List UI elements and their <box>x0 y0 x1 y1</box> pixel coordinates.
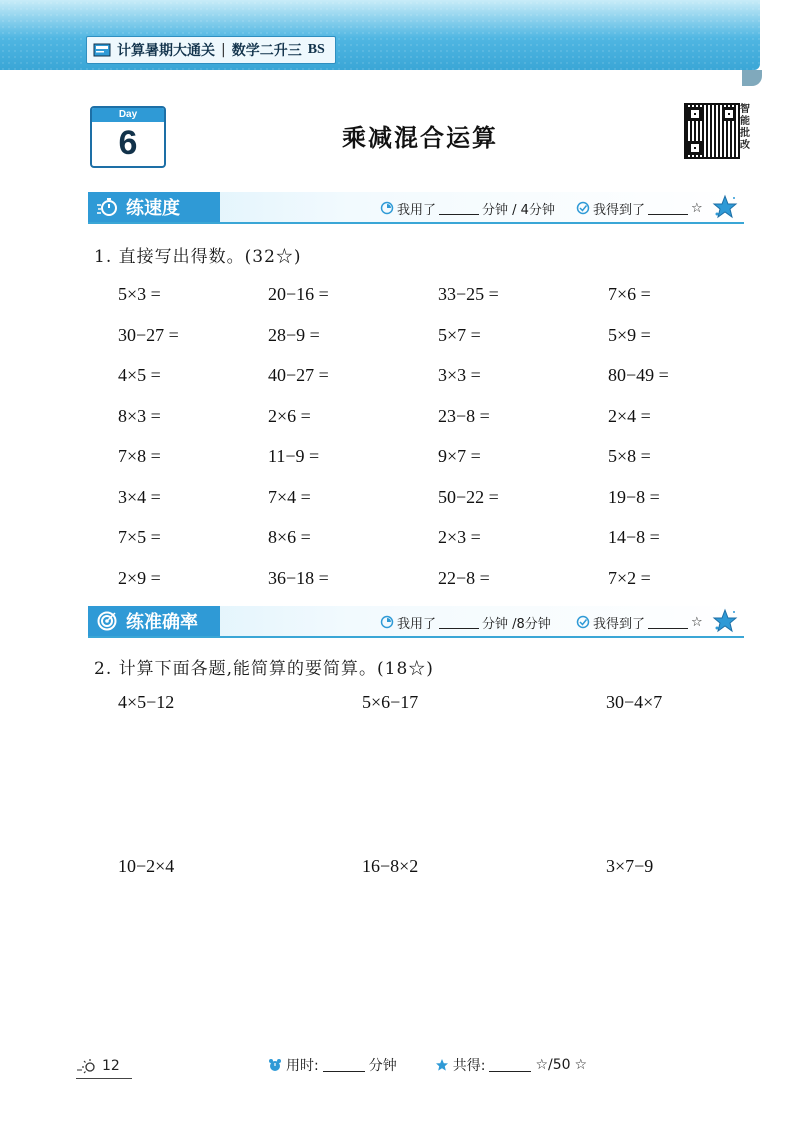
time-blank[interactable] <box>439 616 479 629</box>
page-curl <box>742 70 762 86</box>
page-title: 乘减混合运算 <box>342 124 498 152</box>
footer-total-blank[interactable] <box>489 1059 531 1072</box>
edition-label: BS <box>307 42 325 57</box>
q1-expression: 50−22 = <box>438 486 499 507</box>
section-accuracy-score <box>576 612 703 632</box>
q1-expression: 7×5 = <box>118 527 161 547</box>
footer-time-blank[interactable] <box>323 1059 365 1072</box>
q1-expression: 19−8 = <box>608 486 660 507</box>
time-blank[interactable] <box>439 202 479 215</box>
q1-expression: 7×8 = <box>118 446 161 466</box>
section-speed-bar <box>88 192 744 224</box>
day-number: 6 <box>118 124 138 162</box>
q1-expression: 8×3 = <box>118 405 161 426</box>
q1-expression: 7×2 = <box>608 567 651 588</box>
qr-finder <box>722 107 736 121</box>
section-speed-time <box>380 198 555 218</box>
book-icon <box>93 43 111 57</box>
star-decoration-icon <box>712 194 738 220</box>
footer-total-label: 共得: <box>452 1058 486 1074</box>
alarm-clock-icon <box>268 1058 282 1072</box>
q1-expression: 80−49 = <box>608 365 669 385</box>
page-number-block <box>76 1058 120 1074</box>
qr-finder <box>688 107 702 121</box>
q1-expression: 2×9 = <box>118 567 161 588</box>
q1-expression: 2×6 = <box>268 405 311 426</box>
target-icon <box>96 610 118 632</box>
q1-expression: 11−9 = <box>268 446 320 466</box>
q1-expression: 2×3 = <box>438 527 481 547</box>
time-prefix: 我用了 <box>397 202 437 218</box>
score-blank[interactable] <box>648 616 688 629</box>
section-accuracy-time <box>380 612 551 632</box>
subject-label: 数学二升三 <box>231 43 302 59</box>
section-accuracy-title: 练准确率 <box>126 612 198 633</box>
qr-finder <box>688 141 702 155</box>
score-suffix: ☆ <box>691 200 703 216</box>
qr-code[interactable] <box>684 103 740 159</box>
question-2: 2. 计算下面各题,能简算的要简算。(18☆) <box>94 659 434 679</box>
clock-icon <box>380 615 394 629</box>
q2-expression: 5×6−17 <box>362 692 419 712</box>
q1-expression: 5×9 = <box>608 324 651 345</box>
series-title: 计算暑期大通关 <box>117 43 215 59</box>
q1-expression: 36−18 = <box>268 567 329 588</box>
q2-expression: 4×5−12 <box>118 692 175 712</box>
footer-star: ☆ <box>574 1057 588 1073</box>
q1-expression: 20−16 = <box>268 284 329 304</box>
q1-expression: 8×6 = <box>268 527 311 547</box>
sun-icon <box>76 1058 98 1074</box>
day-label: Day <box>92 108 164 122</box>
time-prefix: 我用了 <box>397 616 437 632</box>
footer-summary <box>268 1055 587 1075</box>
q1-expression: 14−8 = <box>608 527 660 547</box>
clock-icon <box>380 201 394 215</box>
q1-expression: 30−27 = <box>118 324 179 345</box>
page-number: 12 <box>102 1058 120 1074</box>
q2-expression: 3×7−9 <box>606 856 654 876</box>
time-suffix: 分钟 / 4分钟 <box>482 202 555 218</box>
q1-expression: 5×8 = <box>608 446 651 466</box>
q1-expression: 23−8 = <box>438 405 490 426</box>
stopwatch-icon <box>96 196 118 218</box>
q1-expression: 2×4 = <box>608 405 651 426</box>
check-icon <box>576 201 590 215</box>
footer-time-label: 用时: <box>286 1058 319 1074</box>
check-icon <box>576 615 590 629</box>
section-speed-tab <box>88 192 220 222</box>
q1-expression: 28−9 = <box>268 324 320 345</box>
star-icon <box>435 1058 449 1072</box>
qr-caption: 智能批改 <box>740 104 750 151</box>
footer-time-unit: 分钟 <box>368 1058 397 1074</box>
page-number-underline <box>76 1078 132 1079</box>
score-blank[interactable] <box>648 202 688 215</box>
section-accuracy-bar <box>88 606 744 638</box>
q1-expression: 5×3 = <box>118 284 161 304</box>
q1-expression: 7×4 = <box>268 486 311 507</box>
q1-expression: 9×7 = <box>438 446 481 466</box>
q1-expression: 5×7 = <box>438 324 481 345</box>
footer-total-unit: ☆/50 <box>535 1057 571 1073</box>
section-speed-score <box>576 198 703 218</box>
q1-expression: 7×6 = <box>608 284 651 304</box>
q1-expression: 40−27 = <box>268 365 329 385</box>
score-prefix: 我得到了 <box>593 202 646 218</box>
q1-expression: 3×4 = <box>118 486 161 507</box>
score-suffix: ☆ <box>691 614 703 630</box>
star-decoration-icon <box>712 608 738 634</box>
q2-expression: 10−2×4 <box>118 856 175 876</box>
question-1: 1. 直接写出得数。(32☆) <box>94 247 302 267</box>
q1-expression: 4×5 = <box>118 365 161 385</box>
header-separator: | <box>221 42 226 58</box>
q2-expression: 30−4×7 <box>606 692 663 712</box>
section-speed-title: 练速度 <box>126 198 180 219</box>
q1-expression: 3×3 = <box>438 365 481 385</box>
q2-expression: 16−8×2 <box>362 856 419 876</box>
series-header <box>86 36 336 64</box>
section-accuracy-tab <box>88 606 220 636</box>
q1-expression: 22−8 = <box>438 567 490 588</box>
q1-expression: 33−25 = <box>438 284 499 304</box>
score-prefix: 我得到了 <box>593 616 646 632</box>
time-suffix: 分钟 /8分钟 <box>482 616 551 632</box>
